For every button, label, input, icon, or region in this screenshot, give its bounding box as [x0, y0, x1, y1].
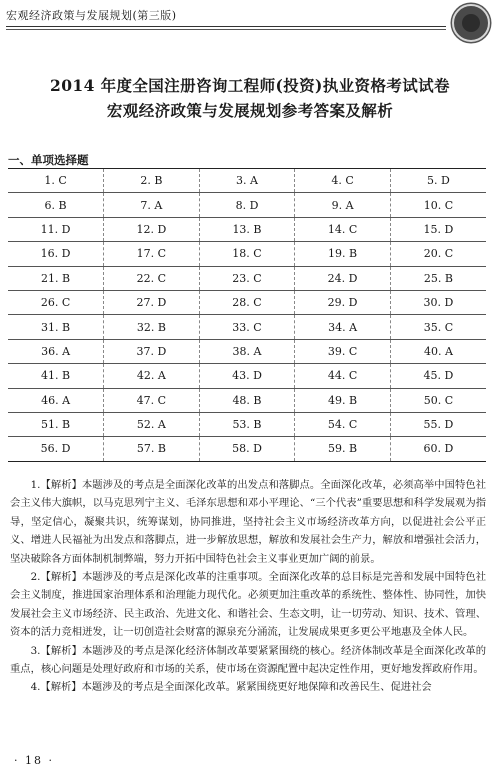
answer-cell: 52. A: [104, 412, 200, 436]
explanation-number: 2.: [30, 571, 41, 584]
table-row: [8, 242, 486, 266]
answer-cell: 7. A: [104, 193, 200, 217]
answer-cell: 31. B: [8, 315, 104, 339]
explanation-number: 3.: [30, 644, 41, 657]
table-row: [8, 412, 486, 436]
header-rule: [6, 26, 446, 27]
answer-cell: 44. C: [295, 364, 391, 388]
answer-cell: 2. B: [104, 169, 200, 193]
explanation-text: 本题涉及的考点是深化改革的注重事项。全面深化改革的总目标是完善和发展中国特色社会主义制度，推进国家治理体系和治理能力现代化。必须更加注重改革的系统性、整体性、协同性，加快发展社会主义市场经济、民主政治、先进文化、和谐社会、生态文明，让一切劳动、知识、技术、管理、资本的活力竞相迸发，让一切创造社会财富的源泉充分涌流，让发展成果更多更公平地惠及全体人民。: [10, 571, 486, 639]
answer-cell: 59. B: [295, 437, 391, 461]
answer-cell: 56. D: [8, 437, 104, 461]
answer-cell: 8. D: [199, 193, 295, 217]
answer-cell: 57. B: [104, 437, 200, 461]
answer-cell: 34. A: [295, 315, 391, 339]
answer-cell: 9. A: [295, 193, 391, 217]
answer-cell: 48. B: [199, 388, 295, 412]
corner-circle-icon: [452, 4, 490, 42]
explanations: [10, 476, 486, 697]
answer-cell: 21. B: [8, 266, 104, 290]
explanation-tag: 【解析】: [40, 479, 82, 491]
explanation-text: 本题涉及的考点是全面深化改革的出发点和落脚点。全面深化改革，必须高举中国特色社会主义伟大旗帜，以马克思列宁主义、毛泽东思想和邓小平理论、“三个代表”重要思想和科学发展观为指导，坚定信心，凝聚共识，统筹谋划，协同推进，坚持社会主义市场经济改革方向，以促进社会公平正义、增进人民福祉为出发点和落脚点，进一步解放思想，解放和发展社会生产力，解放和增强社会活力，坚决破除各方面体制机制弊端，努力开拓中国特色社会主义事业更加广阔的前景。: [10, 479, 486, 565]
answer-cell: 38. A: [199, 339, 295, 363]
table-row: [8, 315, 486, 339]
answer-cell: 39. C: [295, 339, 391, 363]
answer-cell: 26. C: [8, 290, 104, 314]
answer-cell: 54. C: [295, 412, 391, 436]
explanation-text: 本题涉及的考点是深化经济体制改革要紧紧围绕的核心。经济体制改革是全面深化改革的重点，核心问题是处理好政府和市场的关系，使市场在资源配置中起决定性作用，更好地发挥政府作用。: [10, 644, 486, 676]
answer-cell: 5. D: [390, 169, 486, 193]
answer-cell: 36. A: [8, 339, 104, 363]
answer-cell: 1. C: [8, 169, 104, 193]
answer-cell: 11. D: [8, 217, 104, 241]
answer-cell: 12. D: [104, 217, 200, 241]
explanation-tag: 【解析】: [40, 644, 82, 657]
answer-cell: 47. C: [104, 388, 200, 412]
header-rule-thin: [6, 29, 446, 30]
answer-cell: 16. D: [8, 242, 104, 266]
table-row: [8, 364, 486, 388]
table-row: [8, 169, 486, 193]
answer-cell: 29. D: [295, 290, 391, 314]
answer-cell: 50. C: [390, 388, 486, 412]
answer-cell: 15. D: [390, 217, 486, 241]
answer-cell: 51. B: [8, 412, 104, 436]
answer-cell: 20. C: [390, 242, 486, 266]
answer-cell: 53. B: [199, 412, 295, 436]
explanation-paragraph: [10, 476, 486, 568]
explanation-tag: 【解析】: [40, 571, 82, 584]
explanation-number: 4.: [30, 681, 41, 694]
answer-cell: 46. A: [8, 388, 104, 412]
table-row: [8, 339, 486, 363]
answer-cell: 6. B: [8, 193, 104, 217]
answer-cell: 24. D: [295, 266, 391, 290]
answer-cell: 60. D: [390, 437, 486, 461]
answer-cell: 25. B: [390, 266, 486, 290]
answer-cell: 40. A: [390, 339, 486, 363]
answer-cell: 17. C: [104, 242, 200, 266]
answer-cell: 22. C: [104, 266, 200, 290]
explanation-tag: 【解析】: [40, 681, 82, 694]
answer-cell: 3. A: [199, 169, 295, 193]
answer-cell: 27. D: [104, 290, 200, 314]
table-row: [8, 266, 486, 290]
table-row: [8, 290, 486, 314]
page-title-line-1: 2014 年度全国注册咨询工程师(投资)执业资格考试试卷: [50, 76, 450, 95]
answer-cell: 14. C: [295, 217, 391, 241]
answer-cell: 33. C: [199, 315, 295, 339]
answer-cell: 30. D: [390, 290, 486, 314]
table-row: [8, 437, 486, 461]
explanation-paragraph: [10, 678, 486, 696]
corner-circle-inner: [462, 14, 480, 32]
running-header: [6, 4, 446, 28]
explanation-text: 本题涉及的考点是全面深化改革。紧紧围绕更好地保障和改善民生、促进社会: [81, 681, 432, 694]
table-row: [8, 193, 486, 217]
answer-cell: 45. D: [390, 364, 486, 388]
answer-cell: 18. C: [199, 242, 295, 266]
answer-cell: 4. C: [295, 169, 391, 193]
table-row: [8, 217, 486, 241]
explanation-paragraph: [10, 568, 486, 642]
answer-cell: 37. D: [104, 339, 200, 363]
section-heading: 一、单项选择题: [8, 153, 89, 167]
running-title: 宏观经济政策与发展规划(第三版): [6, 9, 177, 22]
answer-cell: 28. C: [199, 290, 295, 314]
answer-cell: 41. B: [8, 364, 104, 388]
answer-cell: 32. B: [104, 315, 200, 339]
explanation-number: 1.: [30, 479, 41, 491]
answer-cell: 19. B: [295, 242, 391, 266]
answer-cell: 35. C: [390, 315, 486, 339]
table-row: [8, 388, 486, 412]
answer-table: [8, 168, 486, 462]
explanation-paragraph: [10, 642, 486, 679]
answer-cell: 58. D: [199, 437, 295, 461]
page-number: · 18 ·: [14, 754, 54, 767]
answer-cell: 42. A: [104, 364, 200, 388]
answer-cell: 10. C: [390, 193, 486, 217]
answer-cell: 13. B: [199, 217, 295, 241]
answer-cell: 23. C: [199, 266, 295, 290]
answer-cell: 43. D: [199, 364, 295, 388]
page-title-line-2: 宏观经济政策与发展规划参考答案及解析: [106, 101, 394, 120]
answer-cell: 55. D: [390, 412, 486, 436]
answer-cell: 49. B: [295, 388, 391, 412]
